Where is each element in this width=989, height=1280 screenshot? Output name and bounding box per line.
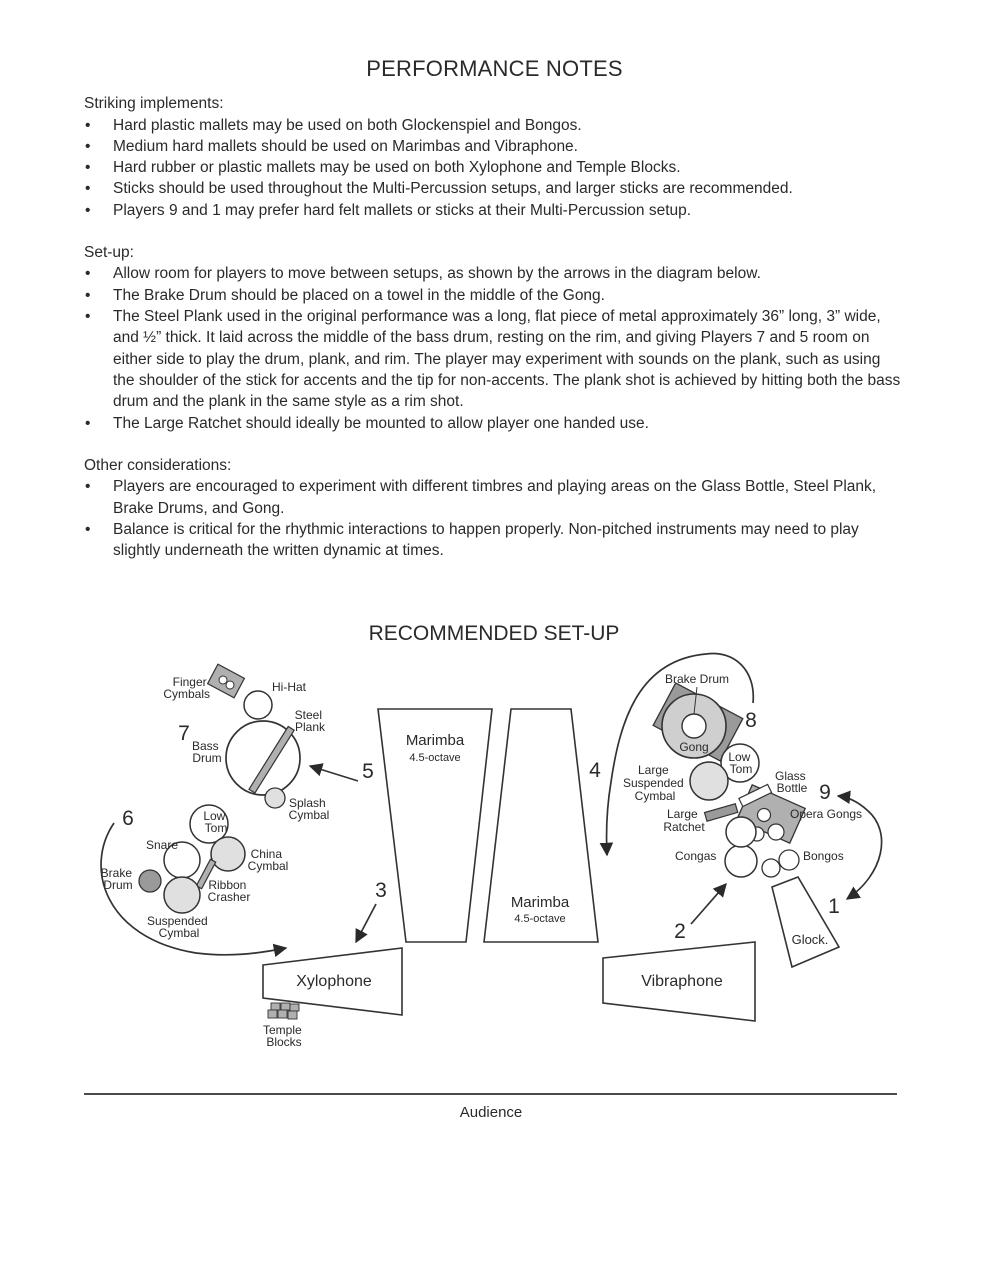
bullet-item: • The Brake Drum should be placed on a towel in the middle of the Gong. bbox=[84, 285, 904, 306]
bullet-item: • Hard plastic mallets may be used on both Glockenspiel and Bongos. bbox=[84, 115, 904, 136]
arrow-player-2 bbox=[691, 884, 726, 924]
bullet-item: • Allow room for players to move between setups, as shown by the arrows in the diagram below. bbox=[84, 263, 904, 284]
player-9-number: 9 bbox=[819, 781, 831, 804]
player-1-number: 1 bbox=[828, 895, 840, 918]
marimba-left-label: Marimba bbox=[405, 732, 465, 749]
finger-cymbals bbox=[208, 664, 245, 698]
bullet-item: • Medium hard mallets should be used on Marimbas and Vibraphone. bbox=[84, 136, 904, 157]
vibraphone-label: Vibraphone bbox=[641, 973, 723, 990]
arrow-player-3 bbox=[356, 904, 376, 942]
bongo bbox=[779, 850, 799, 870]
steel-plank-label: Steel Plank bbox=[294, 708, 326, 734]
xylophone-label: Xylophone bbox=[296, 973, 372, 990]
bullet-item: • Balance is critical for the rhythmic interactions to happen properly. Non-pitched instruments may need to play slightly underneath the written dynamic at times. bbox=[84, 519, 904, 562]
page-title: PERFORMANCE NOTES bbox=[366, 56, 623, 81]
marimba-right-label: Marimba bbox=[510, 894, 570, 911]
bullet-item: • The Steel Plank used in the original performance was a long, flat piece of metal approximately 36” long, 3” wide, and ½” thick. It laid across the middle of the bass drum, resting on the rim, and giving Players 7 and 5 room on either side to play the drum, plank, and rim. The player may experiment with sounds on the plank, such as using the shoulder of the stick for accents and the tip for non-accents. The plank shot is achieved by hitting both the bass drum and the plank in the same style as a rim shot. bbox=[84, 306, 904, 412]
opera-gong bbox=[768, 824, 784, 840]
glass-bottle-label: Glass Bottle bbox=[774, 769, 808, 795]
audience-label: Audience bbox=[459, 1104, 523, 1121]
splash-cymbal bbox=[265, 788, 285, 808]
bullet-item: • Hard rubber or plastic mallets may be used on both Xylophone and Temple Blocks. bbox=[84, 157, 904, 178]
glock-label: Glock. bbox=[791, 932, 829, 947]
section-other-considerations bbox=[84, 455, 904, 562]
setup-diagram bbox=[0, 610, 989, 1130]
brake-drum-left bbox=[139, 870, 161, 892]
marimba-right-size: 4.5-octave bbox=[514, 913, 566, 925]
player-3-number: 3 bbox=[375, 879, 387, 902]
bullet-item: • Sticks should be used throughout the Multi-Percussion setups, and larger sticks are recommended. bbox=[84, 178, 904, 199]
congas-label: Congas bbox=[675, 849, 717, 863]
ribbon-crasher-label: Ribbon Crasher bbox=[207, 878, 251, 904]
temple-blocks bbox=[268, 1003, 299, 1019]
gong-label: Gong bbox=[679, 740, 709, 754]
bullet-list bbox=[84, 115, 904, 221]
suspended-cymbal-left-label: Suspended Cymbal bbox=[146, 914, 208, 940]
low-tom-right-label: Low Tom bbox=[728, 750, 753, 776]
section-heading: Striking implements: bbox=[84, 95, 224, 112]
marimba-left-size: 4.5-octave bbox=[409, 752, 461, 764]
hi-hat-label: Hi-Hat bbox=[272, 680, 307, 694]
player-8-number: 8 bbox=[745, 709, 757, 732]
bullet-item: • Players 9 and 1 may prefer hard felt mallets or sticks at their Multi-Percussion setup. bbox=[84, 200, 904, 221]
suspended-cymbal-left bbox=[164, 877, 200, 913]
glockenspiel bbox=[772, 877, 839, 967]
bullet-list bbox=[84, 263, 904, 433]
temple-blocks-label: Temple Blocks bbox=[262, 1023, 302, 1049]
low-tom-left-label: Low Tom bbox=[203, 809, 228, 835]
brake-drum-left-label: Brake Drum bbox=[100, 866, 133, 892]
conga bbox=[725, 845, 757, 877]
conga bbox=[726, 817, 756, 847]
player-2-number: 2 bbox=[674, 920, 686, 943]
finger-cymbals-label: Finger Cymbals bbox=[163, 675, 210, 701]
section-striking-implements bbox=[84, 93, 904, 221]
performance-notes bbox=[84, 93, 904, 583]
opera-gongs-label: Opera Gongs bbox=[790, 807, 863, 821]
brake-drum-right-label: Brake Drum bbox=[664, 672, 730, 686]
bullet-item: • The Large Ratchet should ideally be mounted to allow player one handed use. bbox=[84, 413, 904, 434]
bass-drum-label: Bass Drum bbox=[191, 739, 222, 765]
arrow-player-5 bbox=[310, 766, 358, 781]
hi-hat bbox=[244, 691, 272, 719]
large-ratchet-label: Large Ratchet bbox=[663, 807, 705, 834]
opera-gong bbox=[758, 809, 771, 822]
player-4-number: 4 bbox=[589, 759, 601, 782]
player-6-number: 6 bbox=[122, 807, 134, 830]
china-cymbal-label: China Cymbal bbox=[247, 847, 289, 873]
china-cymbal bbox=[211, 837, 245, 871]
large-suspended-cymbal bbox=[690, 762, 728, 800]
bongos-label: Bongos bbox=[803, 849, 844, 863]
brake-drum-right bbox=[682, 714, 706, 738]
bullet-list bbox=[84, 476, 904, 561]
section-heading: Other considerations: bbox=[84, 456, 232, 474]
diagram-title: RECOMMENDED SET-UP bbox=[368, 622, 620, 645]
splash-cymbal-label: Splash Cymbal bbox=[288, 796, 330, 822]
player-5-number: 5 bbox=[362, 760, 374, 783]
bullet-item: • Players are encouraged to experiment with different timbres and playing areas on the Glass Bottle, Steel Plank, Brake Drums, and Gong. bbox=[84, 476, 904, 519]
snare-label: Snare bbox=[146, 838, 179, 852]
large-suspended-cymbal-label: Large Suspended Cymbal bbox=[622, 763, 684, 803]
bongo bbox=[762, 859, 780, 877]
player-7-number: 7 bbox=[178, 722, 190, 745]
section-set-up bbox=[84, 242, 904, 434]
section-heading: Set-up: bbox=[84, 243, 134, 261]
